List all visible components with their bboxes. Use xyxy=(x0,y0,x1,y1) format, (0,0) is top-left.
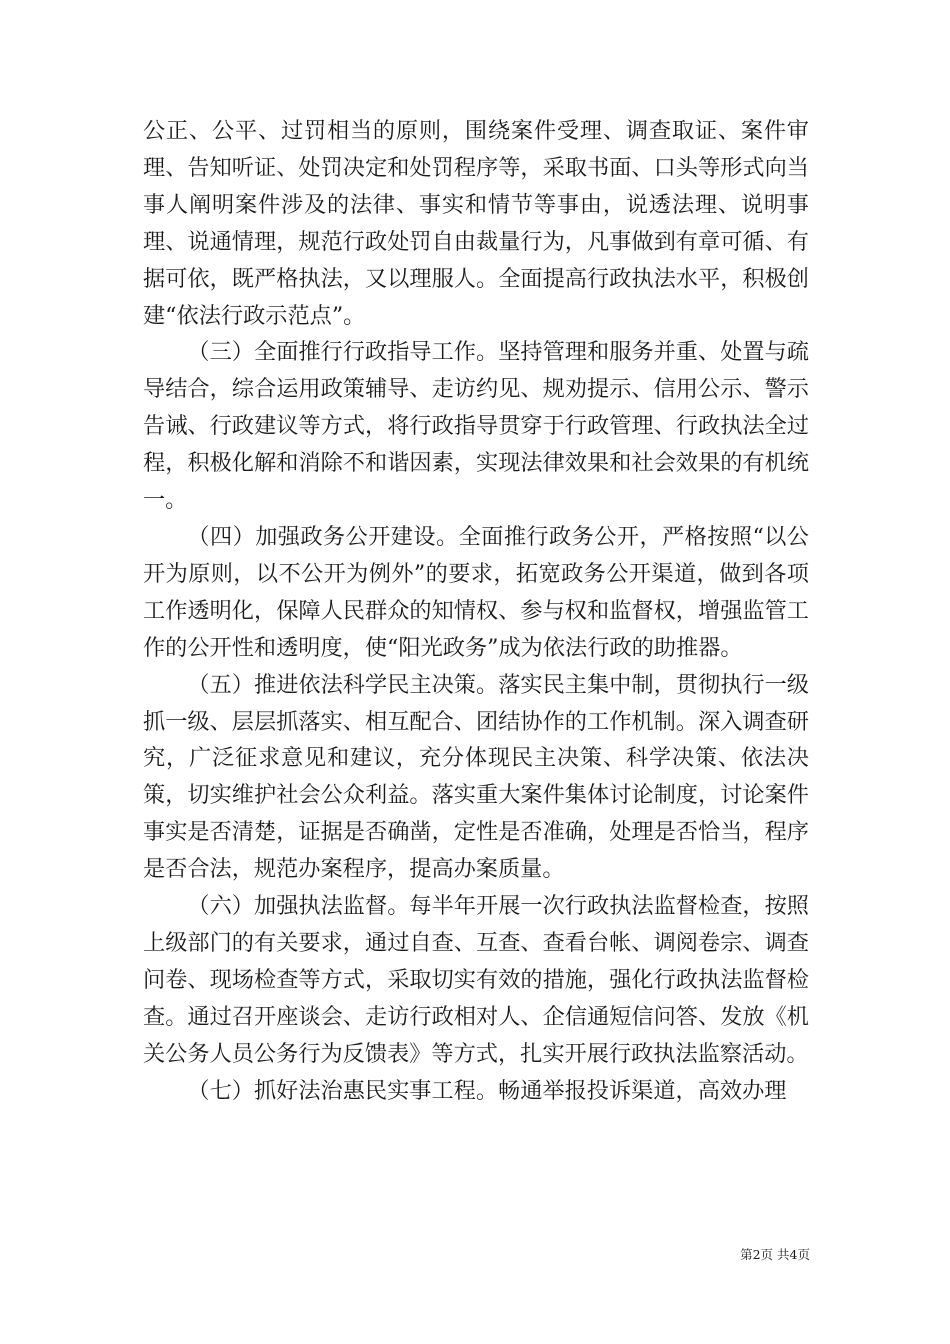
paragraph-section-6: （六）加强执法监督。每半年开展一次行政执法监督检查，按照上级部门的有关要求，通过自查、互查、查看台帐、调阅卷宗、调查问卷、现场检查等方式，采取切实有效的措施，强化行政执法监督检查。通过召开座谈会、走访行政相对人、企信通短信问答、发放《机关公务人员公务行为反馈表》等方式，扎实开展行政执法监察活动。 xyxy=(143,893,809,1067)
paragraph-section-5: （五）推进依法科学民主决策。落实民主集中制，贯彻执行一级抓一级、层层抓落实、相互配合、团结协作的工作机制。深入调查研究，广泛征求意见和建议，充分体现民主决策、科学决策、依法决策，切实维护社会公众利益。落实重大案件集体讨论制度，讨论案件事实是否清楚，证据是否确凿，定性是否准确，处理是否恰当，程序是否合法，规范办案程序，提高办案质量。 xyxy=(143,671,809,883)
paragraph-continuation: 公正、公平、过罚相当的原则，围绕案件受理、调查取证、案件审理、告知听证、处罚决定和处罚程序等，采取书面、口头等形式向当事人阐明案件涉及的法律、事实和情节等事由，说透法理、说明事理、说通情理，规范行政处罚自由裁量行为，凡事做到有章可循、有据可依，既严格执法，又以理服人。全面提高行政执法水平，积极创建“依法行政示范点”。 xyxy=(143,118,809,329)
document-body xyxy=(143,113,809,1109)
paragraph-section-3: （三）全面推行行政指导工作。坚持管理和服务并重、处置与疏导结合，综合运用政策辅导、走访约见、规劝提示、信用公示、警示告诫、行政建议等方式，将行政指导贯穿于行政管理、行政执法全过程，积极化解和消除不和谐因素，实现法律效果和社会效果的有机统一。 xyxy=(143,339,809,514)
paragraph-section-4: （四）加强政务公开建设。全面推行政务公开，严格按照“以公开为原则，以不公开为例外”的要求，拓宽政务公开渠道，做到各项工作透明化，保障人民群众的知情权、参与权和监督权，增强监管工作的公开性和透明度，使“阳光政务”成为依法行政的助推器。 xyxy=(143,523,809,661)
paragraph-section-7: （七）抓好法治惠民实事工程。畅通举报投诉渠道，高效办理 xyxy=(187,1077,787,1104)
page-number-footer: 第2页 共4页 xyxy=(740,1247,810,1262)
